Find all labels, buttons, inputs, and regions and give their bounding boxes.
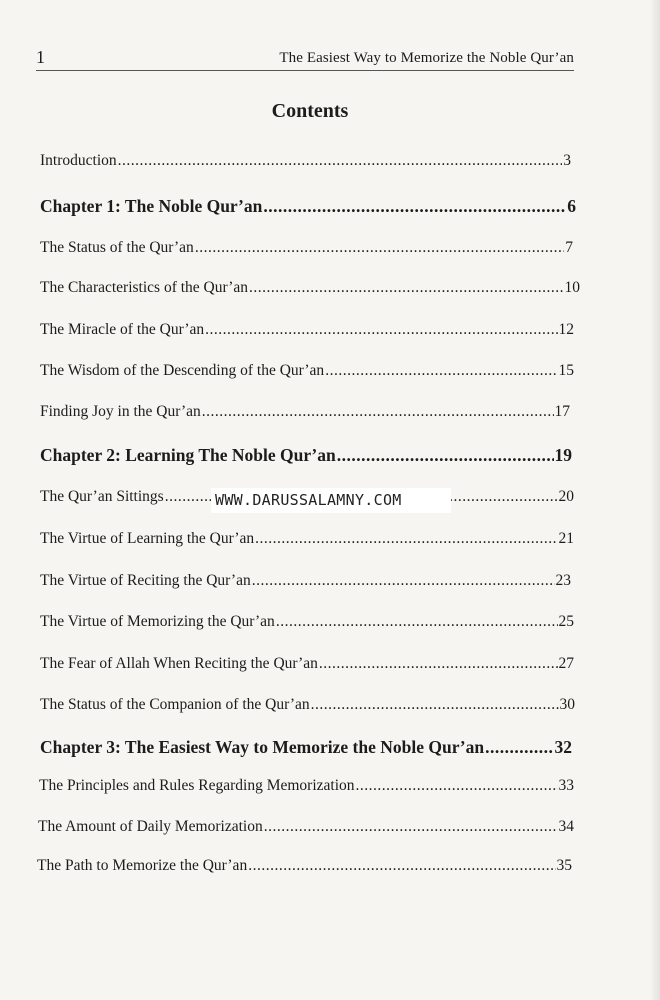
toc-entry [40, 572, 571, 590]
toc-entry [40, 613, 574, 631]
toc-entry [40, 655, 574, 673]
dot-leader [263, 196, 566, 217]
dot-leader [205, 321, 557, 339]
watermark-url: WWW.DARUSSALAMNY.COM [211, 488, 451, 513]
dot-leader [319, 655, 558, 673]
toc-entry-page: 17 [554, 403, 570, 420]
contents-heading: Contents [271, 100, 349, 122]
dot-leader [356, 777, 558, 795]
toc-entry-label: Introduction [40, 152, 117, 169]
running-title: The Easiest Way to Memorize the Noble Qur’an [279, 50, 574, 66]
toc-entry-label: Finding Joy in the Qur’an [40, 403, 201, 420]
toc-entry-page: 35 [556, 857, 572, 874]
toc-entry-label: The Status of the Companion of the Qur’an [40, 696, 310, 713]
toc-entry-label: The Qur’an Sittings [40, 488, 164, 505]
toc-entry-page: 34 [558, 818, 574, 835]
dot-leader [276, 613, 558, 631]
toc-entry [40, 530, 574, 548]
toc-entry-label: The Miracle of the Qur’an [40, 321, 205, 338]
dot-leader [264, 818, 558, 836]
toc-entry [40, 279, 580, 297]
toc-chapter-entry [40, 196, 576, 217]
dot-leader [255, 530, 557, 548]
toc-entry-page: 33 [558, 777, 574, 794]
toc-entry-label: The Path to Memorize the Qur’an [37, 857, 248, 874]
toc-entry-label: The Status of the Qur’an [40, 239, 194, 256]
toc-chapter-entry [40, 737, 572, 758]
toc-chapter-entry [40, 445, 572, 466]
toc-entry-page: 7 [565, 239, 573, 256]
toc-entry-label: The Virtue of Reciting the Qur’an [40, 572, 251, 589]
toc-entry-page: 21 [558, 530, 574, 547]
toc-entry-label: The Virtue of Memorizing the Qur’an [40, 613, 275, 630]
toc-entry-page: 20 [558, 488, 574, 505]
toc-entry-page: 19 [554, 445, 572, 465]
toc-entry-page: 3 [563, 152, 571, 169]
toc-entry-page: 30 [559, 696, 575, 713]
toc-entry [40, 403, 570, 421]
page-header [36, 44, 574, 71]
page-edge-shadow [650, 0, 660, 1000]
dot-leader [248, 857, 555, 875]
toc-entry-page: 6 [567, 196, 576, 216]
toc-entry [40, 321, 574, 339]
page-number: 1 [36, 47, 45, 67]
toc-entry [38, 818, 574, 836]
toc-entry [37, 857, 572, 875]
dot-leader [252, 572, 555, 590]
toc-entry-label: Chapter 3: The Easiest Way to Memorize the Noble Qur’an [40, 737, 485, 757]
toc-entry [39, 777, 574, 795]
toc-entry-page: 23 [555, 572, 571, 589]
toc-entry-label: The Wisdom of the Descending of the Qur’an [40, 362, 325, 379]
toc-entry-label: The Principles and Rules Regarding Memorization [39, 777, 355, 794]
toc-entry-page: 10 [564, 279, 580, 296]
dot-leader [325, 362, 557, 380]
toc-entry-label: The Virtue of Learning the Qur’an [40, 530, 255, 547]
toc-entry [40, 362, 574, 380]
toc-entry-label: The Characteristics of the Qur’an [40, 279, 249, 296]
toc-entry-page: 27 [558, 655, 574, 672]
toc-entry-page: 25 [558, 613, 574, 630]
dot-leader [311, 696, 559, 714]
toc-entry [40, 152, 571, 170]
dot-leader [337, 445, 554, 466]
toc-entry [40, 696, 575, 714]
toc-entry-label: The Amount of Daily Memorization [38, 818, 263, 835]
toc-entry-page: 12 [558, 321, 574, 338]
dot-leader [195, 239, 564, 257]
toc-entry [40, 239, 573, 257]
dot-leader [249, 279, 563, 297]
dot-leader [118, 152, 563, 170]
dot-leader [485, 737, 553, 758]
toc-entry-page: 15 [558, 362, 574, 379]
dot-leader [202, 403, 554, 421]
toc-entry-label: The Fear of Allah When Reciting the Qur’an [40, 655, 318, 672]
toc-entry-label: Chapter 1: The Noble Qur’an [40, 196, 263, 216]
toc-entry-page: 32 [554, 737, 572, 757]
toc-entry-label: Chapter 2: Learning The Noble Qur’an [40, 445, 336, 465]
